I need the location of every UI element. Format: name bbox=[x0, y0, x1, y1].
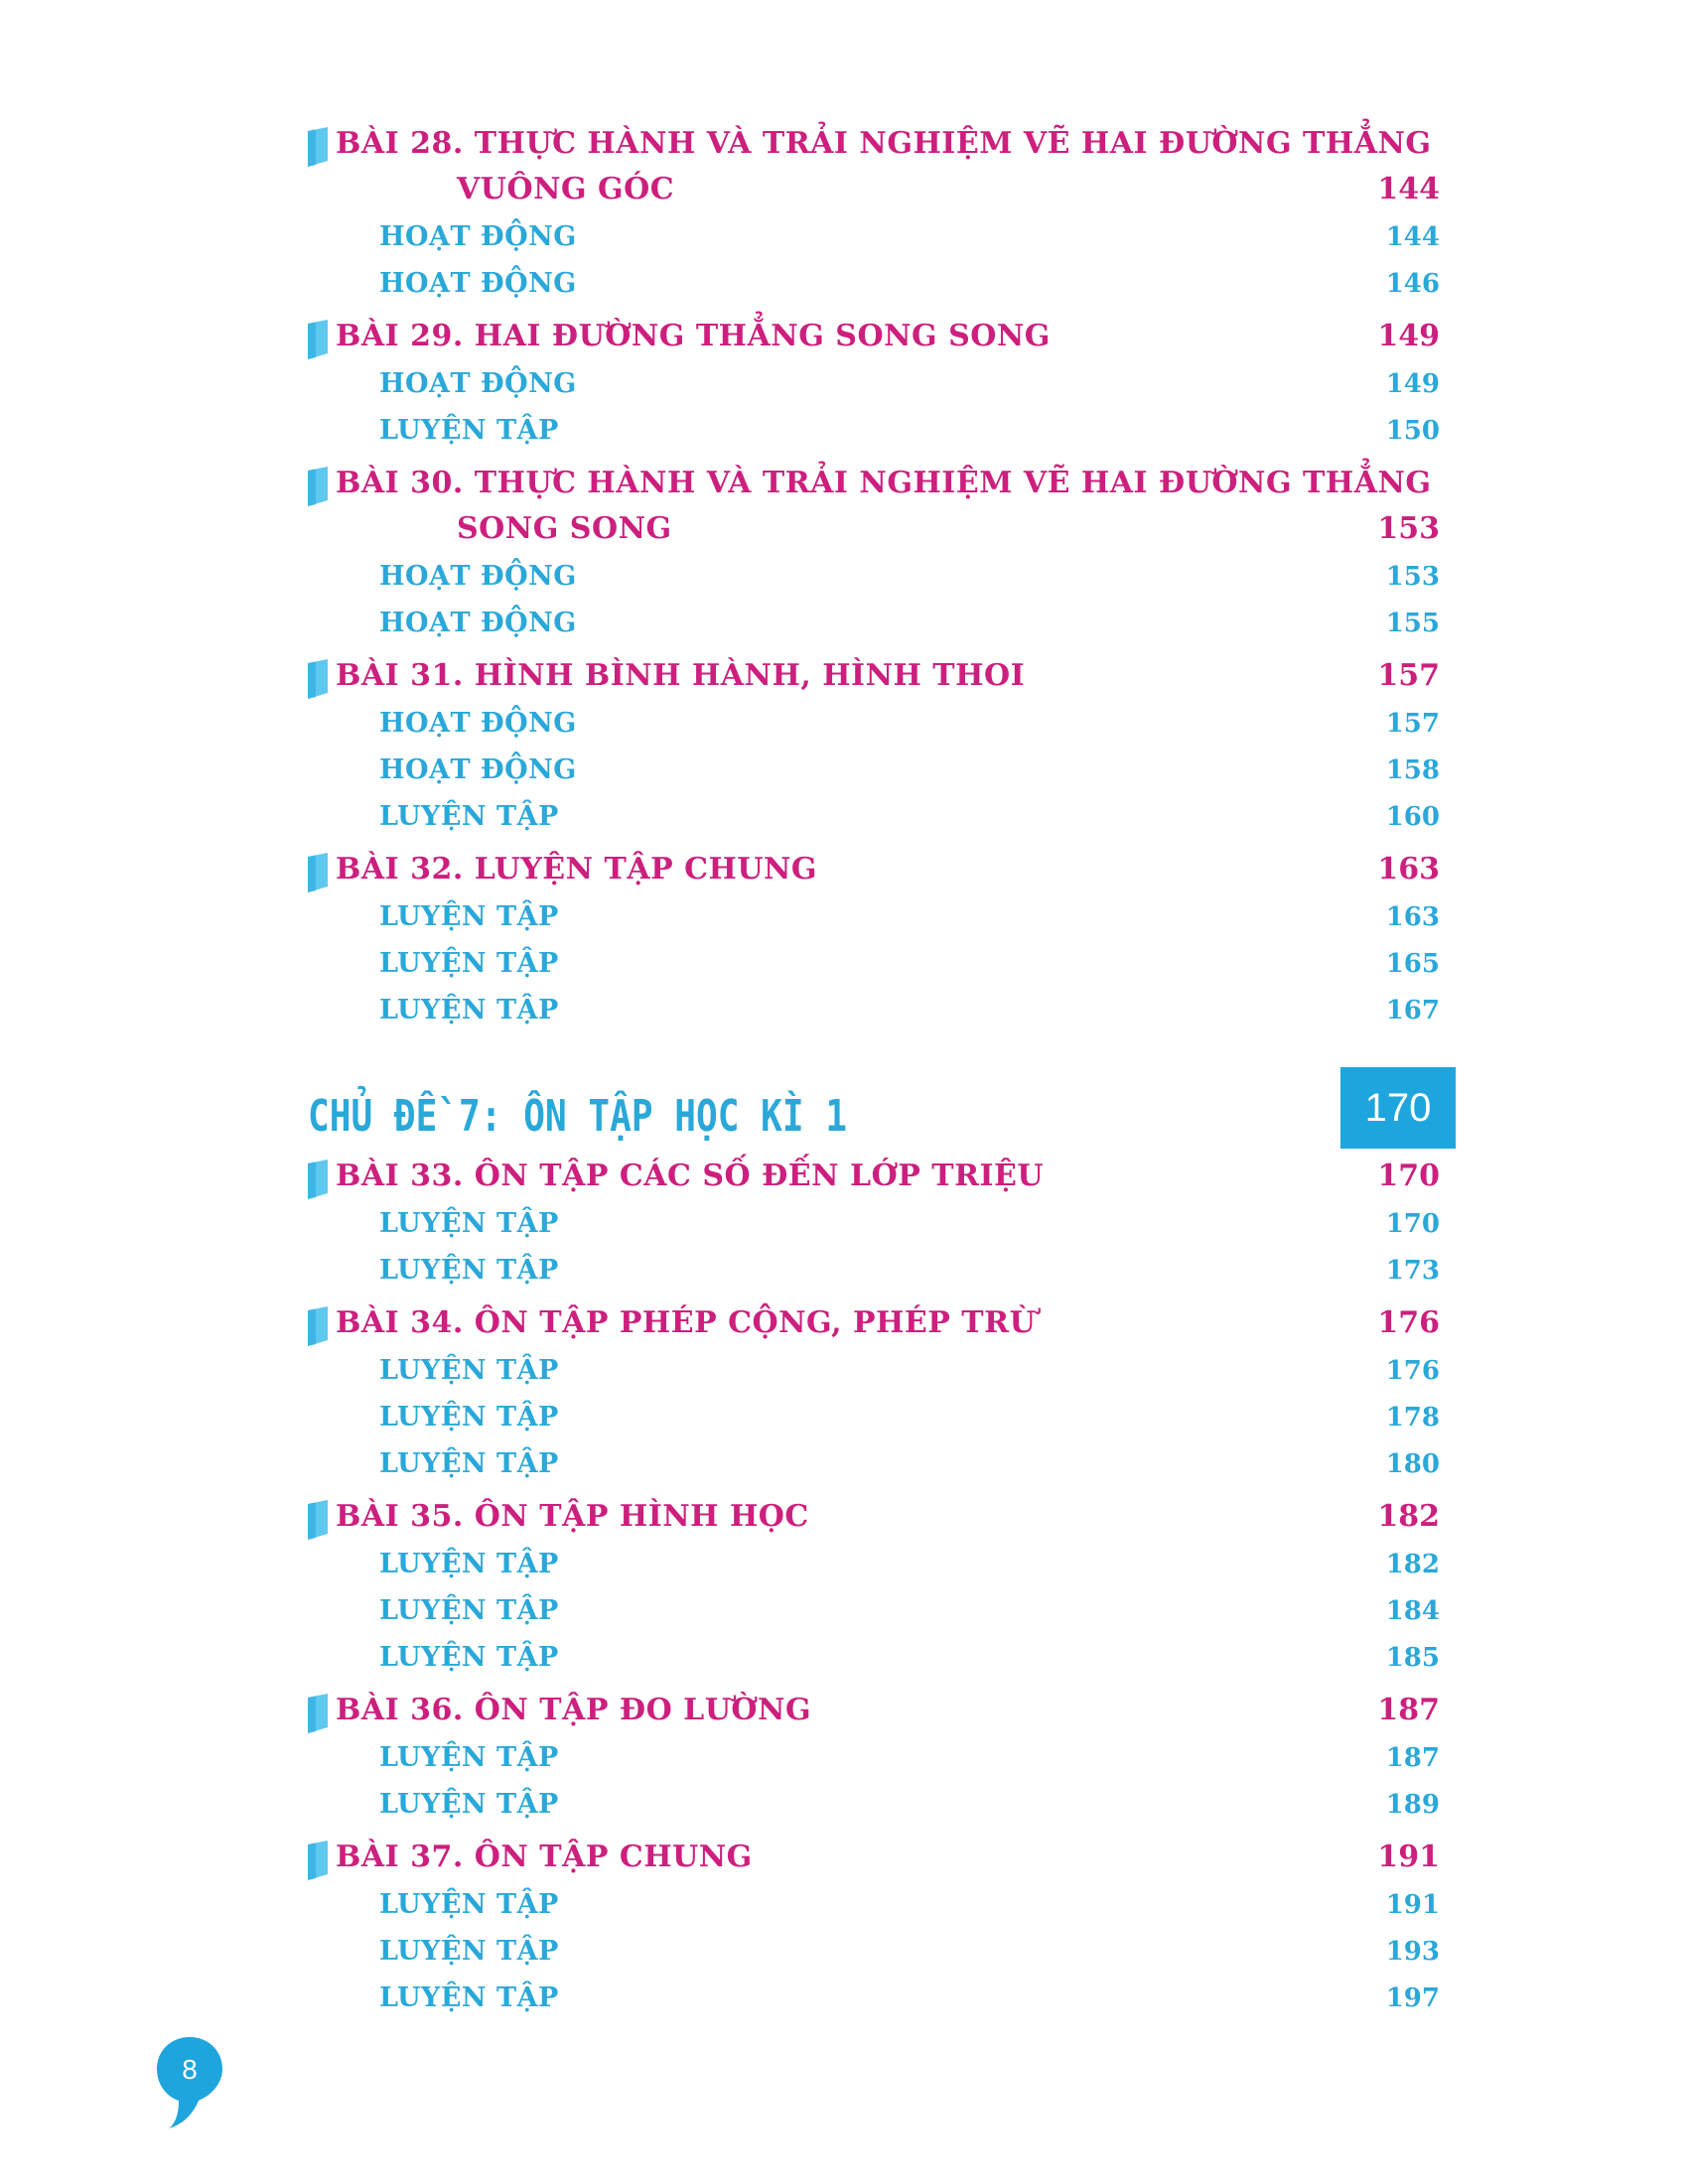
sub-item-label: LUYỆN TẬP bbox=[379, 1936, 559, 1967]
sub-item-page-number: 187 bbox=[1385, 1743, 1440, 1773]
sub-item-label: HOẠT ĐỘNG bbox=[379, 708, 577, 739]
sub-item-page-number: 155 bbox=[1385, 609, 1440, 638]
lesson-title-continued: SONG SONG bbox=[457, 511, 672, 546]
lesson-page-number: 170 bbox=[1377, 1159, 1440, 1193]
sub-item-entry[interactable] bbox=[379, 1248, 1440, 1294]
sub-item-page-number: 178 bbox=[1385, 1403, 1440, 1433]
topic-page-badge[interactable]: 170 bbox=[1340, 1067, 1456, 1149]
sub-item-entry[interactable] bbox=[379, 1882, 1440, 1928]
lesson-title: BÀI 36. ÔN TẬP ĐO LƯỜNG bbox=[336, 1693, 812, 1727]
bookmark-flag-icon bbox=[308, 320, 328, 359]
sub-item-entry[interactable] bbox=[379, 554, 1440, 600]
sub-item-page-number: 158 bbox=[1385, 755, 1440, 785]
lesson-page-number: 182 bbox=[1377, 1499, 1440, 1534]
sub-item-entry[interactable] bbox=[379, 1929, 1440, 1975]
lesson-entry[interactable] bbox=[308, 1154, 1440, 1199]
sub-item-label: LUYỆN TẬP bbox=[379, 801, 559, 832]
sub-item-page-number: 153 bbox=[1385, 562, 1440, 592]
lesson-title: BÀI 33. ÔN TẬP CÁC SỐ ĐẾN LỚP TRIỆU bbox=[336, 1159, 1045, 1193]
lesson-entry[interactable] bbox=[308, 1494, 1440, 1540]
lesson-page-number: 153 bbox=[1377, 511, 1440, 546]
sub-item-label: LUYỆN TẬP bbox=[379, 1789, 559, 1820]
sub-item-label: LUYỆN TẬP bbox=[379, 901, 559, 932]
sub-item-entry[interactable] bbox=[379, 408, 1440, 454]
bookmark-flag-icon bbox=[308, 1841, 328, 1880]
sub-item-label: LUYỆN TẬP bbox=[379, 415, 559, 446]
sub-item-label: LUYỆN TẬP bbox=[379, 995, 559, 1025]
bookmark-flag-icon bbox=[308, 1500, 328, 1540]
sub-item-page-number: 193 bbox=[1385, 1937, 1440, 1967]
sub-item-label: LUYỆN TẬP bbox=[379, 948, 559, 979]
lesson-title: BÀI 35. ÔN TẬP HÌNH HỌC bbox=[336, 1499, 809, 1534]
sub-item-entry[interactable] bbox=[379, 1782, 1440, 1828]
sub-item-page-number: 149 bbox=[1385, 369, 1440, 399]
lesson-title: BÀI 37. ÔN TẬP CHUNG bbox=[336, 1840, 753, 1874]
sub-item-entry[interactable] bbox=[379, 988, 1440, 1033]
sub-item-page-number: 170 bbox=[1385, 1209, 1440, 1239]
lesson-entry[interactable] bbox=[308, 121, 1440, 212]
lesson-entry[interactable] bbox=[308, 1300, 1440, 1346]
sub-item-page-number: 189 bbox=[1385, 1790, 1440, 1820]
topic-title: CHỦ ĐỀ 7: ÔN TẬP HỌC KÌ 1 bbox=[308, 1091, 848, 1142]
sub-item-page-number: 144 bbox=[1385, 222, 1440, 252]
sub-item-entry[interactable] bbox=[379, 794, 1440, 840]
sub-item-label: LUYỆN TẬP bbox=[379, 1982, 559, 2013]
sub-item-entry[interactable] bbox=[379, 1542, 1440, 1587]
sub-item-entry[interactable] bbox=[379, 1588, 1440, 1634]
sub-item-entry[interactable] bbox=[379, 261, 1440, 307]
sub-item-entry[interactable] bbox=[379, 1441, 1440, 1487]
lesson-entry[interactable] bbox=[308, 653, 1440, 699]
sub-item-entry[interactable] bbox=[379, 214, 1440, 260]
lesson-title: BÀI 29. HAI ĐƯỜNG THẲNG SONG SONG bbox=[336, 319, 1051, 353]
lesson-page-number: 157 bbox=[1377, 658, 1440, 693]
bookmark-flag-icon bbox=[308, 853, 328, 892]
sub-item-label: LUYỆN TẬP bbox=[379, 1595, 559, 1626]
sub-item-label: LUYỆN TẬP bbox=[379, 1742, 559, 1773]
sub-item-page-number: 146 bbox=[1385, 269, 1440, 299]
lesson-entry[interactable] bbox=[308, 847, 1440, 892]
sub-item-page-number: 197 bbox=[1385, 1983, 1440, 2013]
sub-item-page-number: 150 bbox=[1385, 416, 1440, 446]
lesson-title: BÀI 31. HÌNH BÌNH HÀNH, HÌNH THOI bbox=[336, 658, 1026, 693]
sub-item-entry[interactable] bbox=[379, 361, 1440, 407]
lesson-title: BÀI 30. THỰC HÀNH VÀ TRẢI NGHIỆM VẼ HAI ĐƯỜNG THẲNG bbox=[336, 466, 1432, 500]
lesson-page-number: 144 bbox=[1377, 172, 1440, 206]
sub-item-entry[interactable] bbox=[379, 1735, 1440, 1781]
lesson-page-number: 176 bbox=[1377, 1305, 1440, 1340]
lesson-page-number: 191 bbox=[1377, 1840, 1440, 1874]
sub-item-label: HOẠT ĐỘNG bbox=[379, 561, 577, 592]
sub-item-entry[interactable] bbox=[379, 894, 1440, 940]
sub-item-label: LUYỆN TẬP bbox=[379, 1355, 559, 1386]
sub-item-label: LUYỆN TẬP bbox=[379, 1255, 559, 1286]
sub-item-label: HOẠT ĐỘNG bbox=[379, 754, 577, 785]
sub-item-page-number: 157 bbox=[1385, 709, 1440, 739]
sub-item-page-number: 191 bbox=[1385, 1890, 1440, 1920]
lesson-title-continued: VUÔNG GÓC bbox=[457, 172, 675, 206]
lesson-entry[interactable] bbox=[308, 1835, 1440, 1880]
lesson-entry[interactable] bbox=[308, 461, 1440, 552]
sub-item-label: HOẠT ĐỘNG bbox=[379, 608, 577, 638]
sub-item-page-number: 167 bbox=[1385, 996, 1440, 1025]
sub-item-page-number: 160 bbox=[1385, 802, 1440, 832]
sub-item-label: LUYỆN TẬP bbox=[379, 1208, 559, 1239]
sub-item-label: HOẠT ĐỘNG bbox=[379, 368, 577, 399]
lesson-title: BÀI 28. THỰC HÀNH VÀ TRẢI NGHIỆM VẼ HAI ĐƯỜNG THẲNG bbox=[336, 126, 1432, 161]
sub-item-entry[interactable] bbox=[379, 1348, 1440, 1394]
sub-item-label: LUYỆN TẬP bbox=[379, 1889, 559, 1920]
lesson-page-number: 163 bbox=[1377, 852, 1440, 887]
bookmark-flag-icon bbox=[308, 467, 328, 506]
sub-item-page-number: 182 bbox=[1385, 1550, 1440, 1579]
sub-item-label: HOẠT ĐỘNG bbox=[379, 221, 577, 252]
sub-item-entry[interactable] bbox=[379, 1201, 1440, 1247]
bookmark-flag-icon bbox=[308, 1694, 328, 1733]
sub-item-label: LUYỆN TẬP bbox=[379, 1402, 559, 1433]
sub-item-page-number: 180 bbox=[1385, 1449, 1440, 1479]
bookmark-flag-icon bbox=[308, 1306, 328, 1346]
sub-item-entry[interactable] bbox=[379, 941, 1440, 987]
sub-item-label: LUYỆN TẬP bbox=[379, 1448, 559, 1479]
sub-item-entry[interactable] bbox=[379, 748, 1440, 793]
sub-item-page-number: 163 bbox=[1385, 902, 1440, 932]
bookmark-flag-icon bbox=[308, 127, 328, 167]
lesson-entry[interactable] bbox=[308, 1688, 1440, 1733]
sub-item-page-number: 176 bbox=[1385, 1356, 1440, 1386]
lesson-page-number: 187 bbox=[1377, 1693, 1440, 1727]
sub-item-entry[interactable] bbox=[379, 1635, 1440, 1681]
sub-item-entry[interactable] bbox=[379, 601, 1440, 646]
sub-item-label: HOẠT ĐỘNG bbox=[379, 268, 577, 299]
sub-item-entry[interactable] bbox=[379, 1395, 1440, 1440]
lesson-page-number: 149 bbox=[1377, 319, 1440, 353]
bookmark-flag-icon bbox=[308, 1160, 328, 1199]
sub-item-entry[interactable] bbox=[379, 701, 1440, 747]
lesson-entry[interactable] bbox=[308, 314, 1440, 359]
sub-item-entry[interactable] bbox=[379, 1976, 1440, 2021]
sub-item-label: LUYỆN TẬP bbox=[379, 1642, 559, 1673]
sub-item-label: LUYỆN TẬP bbox=[379, 1549, 559, 1579]
sub-item-page-number: 185 bbox=[1385, 1643, 1440, 1673]
lesson-title: BÀI 32. LUYỆN TẬP CHUNG bbox=[336, 852, 818, 887]
lesson-title: BÀI 34. ÔN TẬP PHÉP CỘNG, PHÉP TRỪ bbox=[336, 1305, 1037, 1340]
sub-item-page-number: 184 bbox=[1385, 1596, 1440, 1626]
sub-item-page-number: 173 bbox=[1385, 1256, 1440, 1286]
page-number: 8 bbox=[182, 2054, 198, 2085]
sub-item-page-number: 165 bbox=[1385, 949, 1440, 979]
bookmark-flag-icon bbox=[308, 659, 328, 699]
